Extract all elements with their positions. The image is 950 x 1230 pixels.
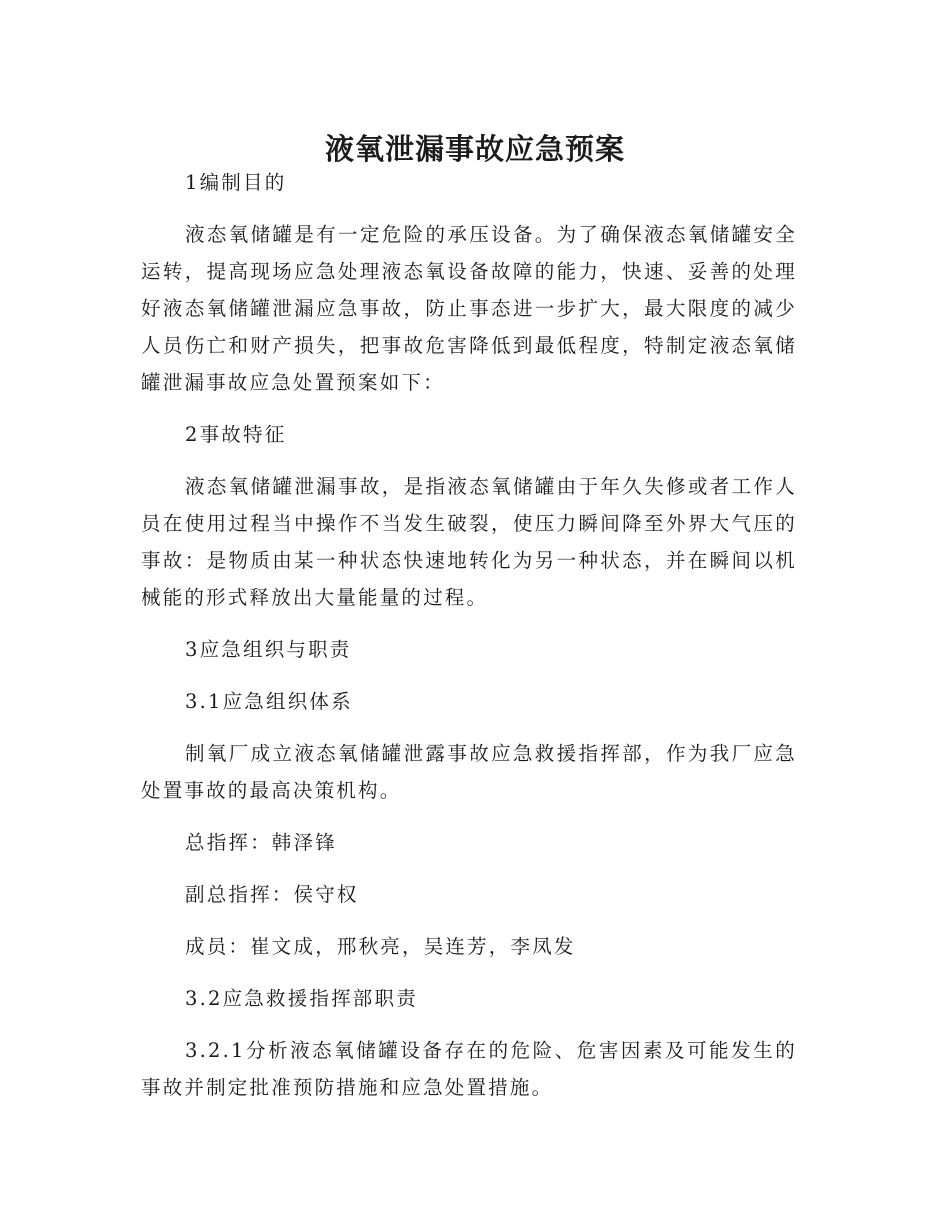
paragraph-purpose: 液态氧储罐是有一定危险的承压设备。为了确保液态氧储罐安全运转，提高现场应急处理液态氧设备故障的能力，快速、妥善的处理好液态氧储罐泄漏应急事故，防止事态进一步扩大，最大限度的减少人员伤亡和财产损失，把事故危害降低到最低程度，特制定液态氧储罐泄漏事故应急处置预案如下： xyxy=(141,223,797,394)
commander-line: 总指挥：韩泽锋 xyxy=(185,831,337,854)
section-heading-2: 2事故特征 xyxy=(185,423,287,446)
deputy-commander-line: 副总指挥：侯守权 xyxy=(185,883,359,906)
document-title: 液氧泄漏事故应急预案 xyxy=(324,132,625,167)
section-heading-3: 3应急组织与职责 xyxy=(185,638,352,661)
paragraph-accident-features: 液态氧储罐泄漏事故，是指液态氧储罐由于年久失修或者工作人员在使用过程当中操作不当发生破裂，使压力瞬间降至外界大气压的事故：是物质由某一种状态快速地转化为另一种状态，并在瞬间以机械能的形式释放出大量能量的过程。 xyxy=(141,475,797,609)
document-body xyxy=(141,164,797,1106)
section-heading-1: 1编制目的 xyxy=(185,171,287,194)
subsection-heading-3-2: 3.2应急救援指挥部职责 xyxy=(185,987,418,1010)
subsection-heading-3-1: 3.1应急组织体系 xyxy=(185,690,353,713)
paragraph-organization: 制氧厂成立液态氧储罐泄露事故应急救援指挥部，作为我厂应急处置事故的最高决策机构。 xyxy=(141,742,797,802)
members-line: 成员：崔文成，邢秋亮，吴连芳，李凤发 xyxy=(185,935,576,958)
paragraph-3-2-1: 3.2.1分析液态氧储罐设备存在的危险、危害因素及可能发生的事故并制定批准预防措施和应急处置措施。 xyxy=(141,1039,797,1099)
